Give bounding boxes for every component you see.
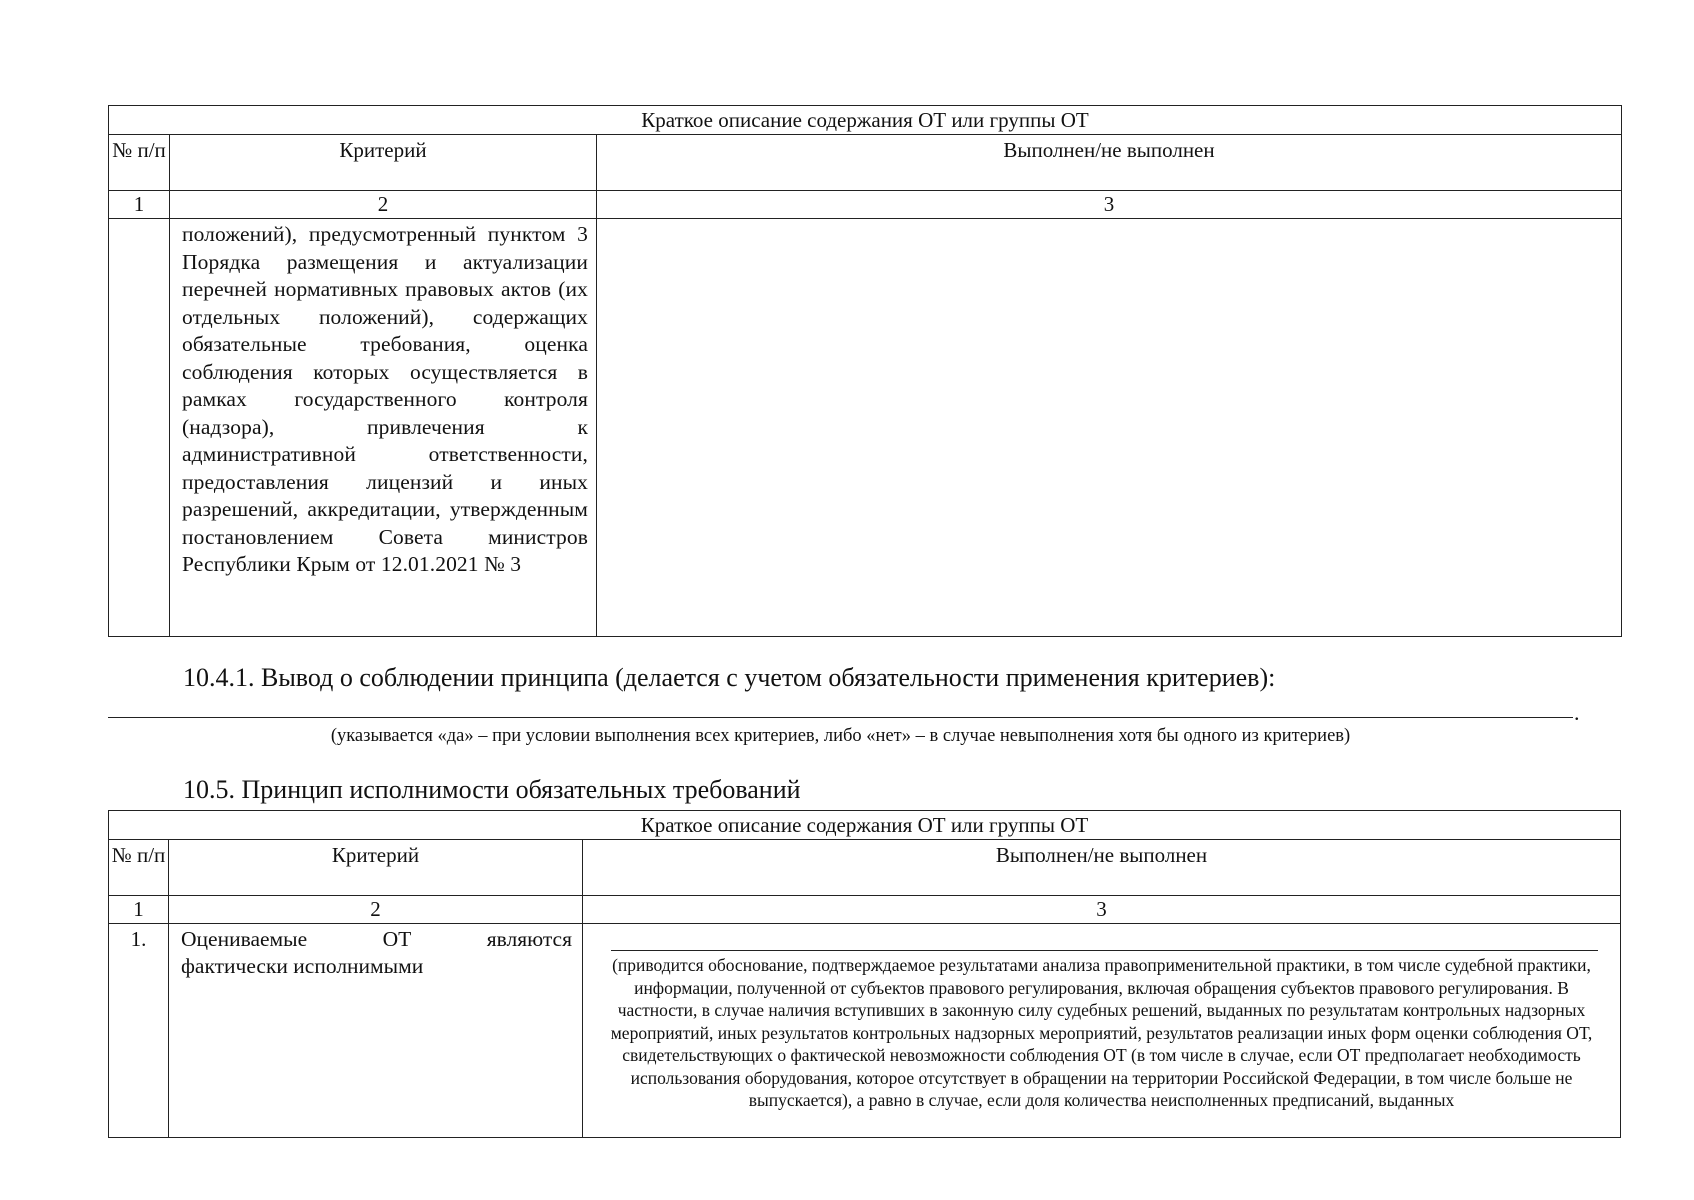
column-number-2: 2	[169, 896, 583, 924]
criterion-word-2: ОТ	[382, 927, 412, 951]
criterion-word-3: являются	[486, 927, 572, 951]
header-num: № п/п	[109, 135, 170, 191]
column-number-2: 2	[170, 191, 597, 219]
header-result: Выполнен/не выполнен	[597, 135, 1622, 191]
line-end-period: .	[1574, 700, 1580, 725]
column-number-3: 3	[583, 896, 1621, 924]
row-criterion: положений), предусмотренный пунктом 3 Порядка размещения и актуализации перечней нормативных правовых актов (их отдельных положений), содержащих обязательные требования, оценка соблюдения которых осуществляется в рамках государственного контроля (надзора), привлечения к административной ответственности, предоставления лицензий и иных разрешений, аккредитации, утвержденным постановлением Совета министров Республики Крым от 12.01.2021 № 3	[170, 219, 597, 637]
criterion-word-1: Оцениваемые	[181, 927, 308, 951]
row-num: 1.	[109, 924, 169, 1138]
answer-hint: (указывается «да» – при условии выполнения всех критериев, либо «нет» – в случае невыполнения хотя бы одного из критериев)	[330, 726, 1351, 746]
header-criterion: Критерий	[170, 135, 597, 191]
column-number-1: 1	[109, 191, 170, 219]
column-number-3: 3	[597, 191, 1622, 219]
column-number-1: 1	[109, 896, 169, 924]
row-result	[597, 219, 1622, 637]
row-num	[109, 219, 170, 637]
table-caption: Краткое описание содержания ОТ или группы ОТ	[109, 811, 1621, 840]
section-10-5-heading: 10.5. Принцип исполнимости обязательных требований	[183, 775, 801, 804]
criteria-table-1	[108, 105, 1622, 637]
result-note: (приводится обоснование, подтверждаемое результатами анализа правоприменительной практики, в том числе судебной практики, информации, полученной от субъектов правового регулирования, включая обращения субъектов правового регулирования. В частности, в случае наличия вступивших в законную силу судебных решений, выданных по результатам контрольных надзорных мероприятий, иных результатов контрольных надзорных мероприятий, результатов реализации иных форм оценки соблюдения ОТ, свидетельствующих о фактической невозможности соблюдения ОТ (в том числе в случае, если ОТ предполагает необходимость использования оборудования, которое отсутствует в обращении на территории Российской Федерации, в том числе больше не выпускается), а равно в случае, если доля количества неисполненных предписаний, выданных	[610, 955, 1593, 1110]
table-caption: Краткое описание содержания ОТ или группы ОТ	[109, 106, 1622, 135]
row-criterion	[169, 924, 583, 1138]
section-10-4-1-heading: 10.4.1. Вывод о соблюдении принципа (делается с учетом обязательности применения критериев):	[183, 663, 1276, 692]
header-result: Выполнен/не выполнен	[583, 840, 1621, 896]
header-num: № п/п	[109, 840, 169, 896]
answer-fill-line	[108, 717, 1573, 718]
table-row	[109, 924, 1621, 1138]
criterion-line-2: фактически исполнимыми	[181, 954, 424, 978]
row-result	[583, 924, 1621, 1138]
criteria-table-2	[108, 810, 1621, 1138]
table-row	[109, 219, 1622, 637]
result-fill-line	[611, 950, 1598, 951]
header-criterion: Критерий	[169, 840, 583, 896]
